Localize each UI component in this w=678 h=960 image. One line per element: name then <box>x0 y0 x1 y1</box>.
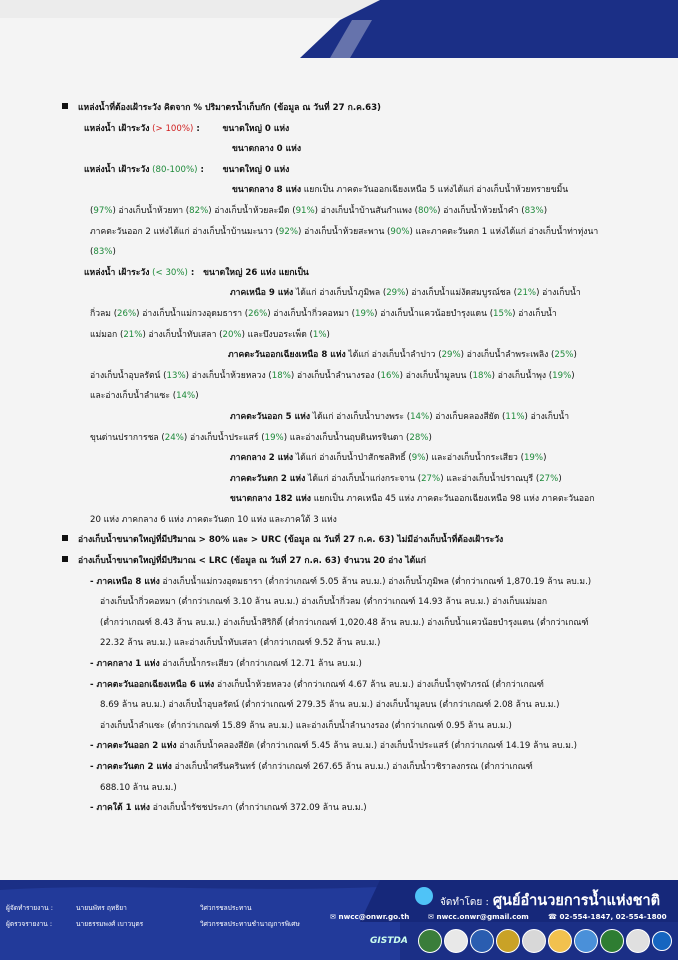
agency-logo-icon <box>600 929 624 953</box>
high-medium-l2: (97%) อ่างเก็บน้ำห้วยทา (82%) อ่างเก็บน้ำห้วยละมืด (91%) อ่างเก็บน้ำบ้านสันกำแพง (80%) อ่างเก็บน้ำห้วยน้ำคำ (83%) <box>90 205 548 216</box>
checked-name: นายธรรมพงศ์ เบาวบุตร <box>76 920 144 928</box>
prepared-name: นายนพัทร ฤทธิยา <box>76 904 127 912</box>
low-ne-l1: ภาคตะวันออกเฉียงเหนือ 8 แห่ง ได้แก่ อ่างเก็บน้ำลำปาว (29%) อ่างเก็บน้ำลำพระเพลิง (25%) <box>228 350 577 361</box>
agency-logo-icon <box>574 929 598 953</box>
agency-logo-icon <box>444 929 468 953</box>
low-north-l2: กิ่วลม (26%) อ่างเก็บน้ำแม่กวงอุดมธารา (26%) อ่างเก็บน้ำกิ่วคอหมา (19%) อ่างเก็บน้ำแควน้อยบำรุงแดน (15%) อ่างเก็บน้ำ <box>90 308 557 319</box>
section1-title: แหล่งน้ำที่ต้องเฝ้าระวัง คิดจาก % ปริมาตรน้ำเก็บกัก (ข้อมูล ณ วันที่ 27 ก.ค.63) <box>62 98 654 119</box>
low-ne-l3: และอ่างเก็บน้ำลำแซะ (14%) <box>90 391 199 402</box>
lrc-north-l4: 22.32 ล้าน ลบ.ม.) และอ่างเก็บน้ำทับเสลา (ต่ำกว่าเกณฑ์ 9.52 ล้าน ลบ.ม.) <box>100 638 381 649</box>
label: แหล่งน้ำ เฝ้าระวัง <box>84 267 150 278</box>
over-medium: ขนาดกลาง 0 แห่ง <box>232 144 302 155</box>
org-name: ศูนย์อำนวยการน้ำแห่งชาติ <box>492 893 661 909</box>
low-north-l1: ภาคเหนือ 9 แห่ง ได้แก่ อ่างเก็บน้ำภูมิพล (29%) อ่างเก็บน้ำแม่งัดสมบูรณ์ชล (21%) อ่างเก็บน้ำ <box>230 288 581 299</box>
footer-banner <box>0 880 678 960</box>
label: แหล่งน้ำ เฝ้าระวัง <box>84 164 150 175</box>
bullet-icon <box>62 556 68 562</box>
bullet-icon <box>62 103 68 109</box>
section3-title: อ่างเก็บน้ำขนาดใหญ่ที่มีปริมาณ < LRC (ข้อมูล ณ วันที่ 27 ก.ค. 63) จำนวน 20 อ่าง ได้แก่ <box>62 551 654 572</box>
high-medium-l1: ขนาดกลาง 8 แห่ง แยกเป็น ภาคตะวันออกเฉียงเหนือ 5 แห่งได้แก่ อ่างเก็บน้ำห้วยทรายขมิ้น <box>232 185 569 196</box>
high-medium-l3: ภาคตะวันออก 2 แห่งได้แก่ อ่างเก็บน้ำบ้านมะนาว (92%) อ่างเก็บน้ำห้วยสะพาน (90%) และภาคตะวันตก 1 แห่งได้แก่ อ่างเก็บน้ำท่าทุ่งนา <box>90 226 599 237</box>
large-count: ขนาดใหญ่ 0 แห่ง <box>222 164 290 175</box>
lrc-ne-l3: อ่างเก็บน้ำลำแซะ (ต่ำกว่าเกณฑ์ 15.89 ล้าน ลบ.ม.) และอ่างเก็บน้ำลำนางรอง (ต่ำกว่าเกณฑ์ 0.95 ล้าน ลบ.ม.) <box>100 720 512 731</box>
by-label: จัดทำโดย : <box>440 897 489 908</box>
lrc-north-l3: (ต่ำกว่าเกณฑ์ 8.43 ล้าน ลบ.ม.) อ่างเก็บน้ำสิริกิติ์ (ต่ำกว่าเกณฑ์ 1,020.48 ล้าน ลบ.ม.) อ่างเก็บน้ำแควน้อยบำรุงแดน (ต่ำกว่าเกณฑ์ <box>100 617 589 628</box>
agency-logo-icon <box>548 929 572 953</box>
checked-position: วิศวกรชลประทานชำนาญการพิเศษ <box>200 920 300 928</box>
low-east-l2: ขุนด่านปราการชล (24%) อ่างเก็บน้ำประแสร์ (19%) และอ่างเก็บน้ำนฤบดินทรจินดา (28%) <box>90 432 432 443</box>
high-medium-l4: (83%) <box>90 247 116 258</box>
lrc-north-l1: - ภาคเหนือ 8 แห่ง อ่างเก็บน้ำแม่กวงอุดมธารา (ต่ำกว่าเกณฑ์ 5.05 ล้าน ลบ.ม.) อ่างเก็บน้ำภูมิพล (ต่ำกว่าเกณฑ์ 1,870.19 ล้าน ลบ.ม.) <box>90 576 592 587</box>
agency-logo-icon <box>652 931 672 951</box>
agency-logo-icon <box>418 929 442 953</box>
label: แหล่งน้ำ เฝ้าระวัง <box>84 123 150 134</box>
email1[interactable]: ✉ nwcc@onwr.go.th <box>330 912 410 921</box>
org-brand <box>440 889 660 912</box>
lrc-ne-l1: - ภาคตะวันออกเฉียงเหนือ 6 แห่ง อ่างเก็บน้ำห้วยหลวง (ต่ำกว่าเกณฑ์ 4.67 ล้าน ลบ.ม.) อ่างเก็บน้ำจุฬาภรณ์ (ต่ำกว่าเกณฑ์ <box>90 679 544 690</box>
range: (< 30%) <box>152 267 188 278</box>
low-east-l1: ภาคตะวันออก 5 แห่ง ได้แก่ อ่างเก็บน้ำบางพระ (14%) อ่างเก็บคลองสียัด (11%) อ่างเก็บน้ำ <box>230 411 570 422</box>
lrc-south-l1: - ภาคใต้ 1 แห่ง อ่างเก็บน้ำรัชชประภา (ต่ำกว่าเกณฑ์ 372.09 ล้าน ลบ.ม.) <box>90 803 367 814</box>
prepared-label: ผู้จัดทำรายงาน : <box>6 904 53 912</box>
medium-l2: 20 แห่ง ภาคกลาง 6 แห่ง ภาคตะวันตก 10 แห่ง และภาคใต้ 3 แห่ง <box>90 514 337 525</box>
large-count: ขนาดใหญ่ 0 แห่ง <box>222 123 290 134</box>
medium-l1: ขนาดกลาง 182 แห่ง แยกเป็น ภาคเหนือ 45 แห่ง ภาคตะวันออกเฉียงเหนือ 98 แห่ง ภาคตะวันออก <box>230 494 595 505</box>
email2[interactable]: ✉ nwcc.onwr@gmail.com <box>428 912 529 921</box>
agency-logo-icon <box>626 929 650 953</box>
lrc-west-l1: - ภาคตะวันตก 2 แห่ง อ่างเก็บน้ำศรีนครินทร์ (ต่ำกว่าเกณฑ์ 267.65 ล้าน ลบ.ม.) อ่างเก็บน้ำวชิราลงกรณ (ต่ำกว่าเกณฑ์ <box>90 762 533 772</box>
lrc-central-l1: - ภาคกลาง 1 แห่ง อ่างเก็บน้ำกระเสียว (ต่ำกว่าเกณฑ์ 12.71 ล้าน ลบ.ม.) <box>90 659 362 670</box>
agency-logo-icon <box>470 929 494 953</box>
low-north-l3: แม่มอก (21%) อ่างเก็บน้ำทับเสลา (20%) และบึงบอระเพ็ด (1%) <box>90 329 330 340</box>
low-ne-l2: อ่างเก็บน้ำอุบลรัตน์ (13%) อ่างเก็บน้ำห้วยหลวง (18%) อ่างเก็บน้ำลำนางรอง (16%) อ่างเก็บน้ำมูลบน (18%) อ่างเก็บน้ำพุง (19%) <box>90 370 575 381</box>
lrc-east-l1: - ภาคตะวันออก 2 แห่ง อ่างเก็บน้ำคลองสียัด (ต่ำกว่าเกณฑ์ 5.45 ล้าน ลบ.ม.) อ่างเก็บน้ำประแสร์ (ต่ำกว่าเกณฑ์ 14.19 ล้าน ลบ.ม.) <box>90 741 577 752</box>
range: (> 100%) <box>152 123 194 134</box>
low-row: แหล่งน้ำ เฝ้าระวัง (< 30%) : ขนาดใหญ่ 26 แห่ง แยกเป็น <box>84 267 309 278</box>
report-body <box>62 98 654 819</box>
checked-label: ผู้ตรวจรายงาน : <box>6 920 53 928</box>
over-100-row: แหล่งน้ำ เฝ้าระวัง (> 100%) : ขนาดใหญ่ 0 แห่ง <box>84 123 290 134</box>
prepared-position: วิศวกรชลประทาน <box>200 904 252 912</box>
agency-logo-icon <box>522 929 546 953</box>
section2: อ่างเก็บน้ำขนาดใหญ่ที่มีปริมาณ > 80% และ > URC (ข้อมูล ณ วันที่ 27 ก.ค. 63) ไม่มีอ่างเก็บน้ำที่ต้องเฝ้าระวัง <box>62 530 654 551</box>
lrc-west-l2: 688.10 ล้าน ลบ.ม.) <box>100 782 177 793</box>
large-count: ขนาดใหญ่ 26 แห่ง แยกเป็น <box>203 267 309 278</box>
header-stripe-graphic <box>0 0 678 58</box>
lrc-ne-l2: 8.69 ล้าน ลบ.ม.) อ่างเก็บน้ำอุบลรัตน์ (ต่ำกว่าเกณฑ์ 279.35 ล้าน ลบ.ม.) อ่างเก็บน้ำมูลบน (ต่ำกว่าเกณฑ์ 2.08 ล้าน ลบ.ม.) <box>100 700 560 711</box>
gistda-logo: GISTDA <box>370 936 408 946</box>
lrc-north-l2: อ่างเก็บน้ำกิ่วคอหมา (ต่ำกว่าเกณฑ์ 3.10 ล้าน ลบ.ม.) อ่างเก็บน้ำกิ่วลม (ต่ำกว่าเกณฑ์ 14.93 ล้าน ลบ.ม.) อ่างเก็บแม่มอก <box>100 597 548 608</box>
agency-logo-icon <box>496 929 520 953</box>
bullet-icon <box>62 535 68 541</box>
low-west-l1: ภาคตะวันตก 2 แห่ง ได้แก่ อ่างเก็บน้ำแก่งกระจาน (27%) และอ่างเก็บน้ำปราณบุรี (27%) <box>230 473 562 484</box>
phone: ☎ 02-554-1847, 02-554-1800 <box>548 912 667 921</box>
range: (80-100%) <box>152 164 198 175</box>
header-banner <box>0 0 678 58</box>
low-central-l1: ภาคกลาง 2 แห่ง ได้แก่ อ่างเก็บน้ำป่าสักชลสิทธิ์ (9%) และอ่างเก็บน้ำกระเสียว (19%) <box>230 453 547 464</box>
high-row: แหล่งน้ำ เฝ้าระวัง (80-100%) : ขนาดใหญ่ 0 แห่ง <box>84 164 290 175</box>
